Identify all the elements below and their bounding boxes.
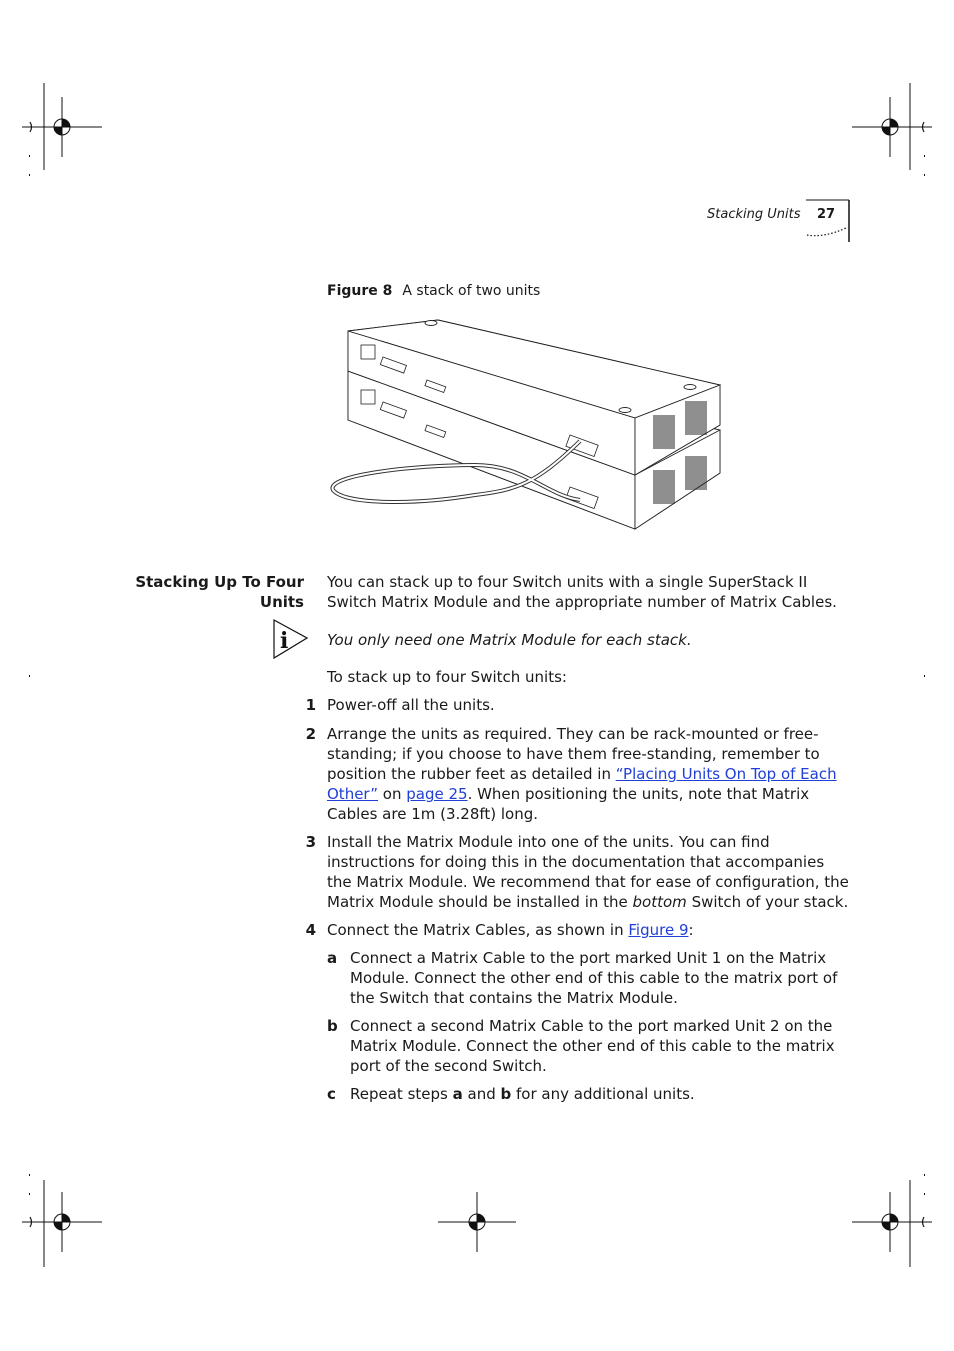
section-heading-line2: Units [259, 593, 304, 611]
page-number: 27 [817, 207, 836, 222]
emphasis: bottom [632, 893, 687, 911]
lead-text: To stack up to four Switch units: [327, 668, 567, 686]
step-number: 3 [305, 833, 316, 851]
step-text [327, 832, 852, 912]
substep-text: Connect a Matrix Cable to the port marked Unit 1 on the Matrix Module. Connect the other end of this cable to the matrix port of the Switch that contains the Matrix Module. [350, 949, 838, 1007]
step-number: 2 [305, 725, 316, 743]
svg-text:i: i [280, 628, 289, 654]
running-header-title: Stacking Units [707, 207, 801, 222]
figure-caption-text: A stack of two units [402, 283, 541, 299]
substep-letter: b [327, 1017, 338, 1035]
intro-paragraph: You can stack up to four Switch units with a single SuperStack II Switch Matrix Module and the appropriate number of Matrix Cables. [327, 573, 837, 611]
figure-9-link[interactable]: Figure 9 [628, 921, 689, 939]
substep-letter: a [327, 949, 338, 967]
figure-caption [327, 283, 540, 299]
step-text-part: Arrange the units as required. They can be rack-mounted or free-standing; if you choose to have them free-standing, remember to position the rubber feet as detailed in [327, 725, 820, 783]
section-heading-line1: Stacking Up To Four [135, 573, 304, 591]
stacked-units-illustration [325, 315, 725, 535]
info-note-icon [272, 618, 310, 660]
step-text-part: Install the Matrix Module into one of the units. You can find instructions for doing this in the documentation that accompanies the Matrix Module. We recommend that for ease of configuration, the Matrix Module should be installed in the [327, 833, 849, 911]
figure-label: Figure 8 [327, 283, 393, 299]
substep-text: Connect a second Matrix Cable to the port marked Unit 2 on the Matrix Module. Connect the other end of this cable to the matrix port of the second Switch. [350, 1017, 835, 1075]
substep-text-part: and [462, 1085, 501, 1103]
step-ref: a [452, 1085, 463, 1103]
step-text-part: Connect the Matrix Cables, as shown in [327, 921, 629, 939]
step-text-part: . When positioning the units, note that Matrix Cables are 1m (3.28ft) long. [327, 785, 810, 823]
step-text [327, 724, 852, 824]
substep-letter: c [327, 1085, 336, 1103]
page-number-frame [804, 198, 852, 244]
note-text: You only need one Matrix Module for each stack. [327, 631, 692, 649]
page-25-link[interactable]: page 25 [406, 785, 468, 803]
step-text-part: : [688, 921, 694, 939]
step-text-part: on [378, 785, 407, 803]
step-text-part: Switch of your stack. [686, 893, 849, 911]
substep-text-part: for any additional units. [511, 1085, 695, 1103]
substep-text [350, 1084, 850, 1104]
step-number: 4 [305, 921, 316, 939]
step-number: 1 [305, 696, 316, 714]
section-heading [120, 572, 304, 612]
substep-text-part: Repeat steps [350, 1085, 453, 1103]
step-ref: b [500, 1085, 512, 1103]
step-text: Power-off all the units. [327, 696, 495, 714]
placing-units-link[interactable]: “Placing Units On Top of Each Other” [327, 765, 837, 803]
step-text [327, 920, 852, 940]
